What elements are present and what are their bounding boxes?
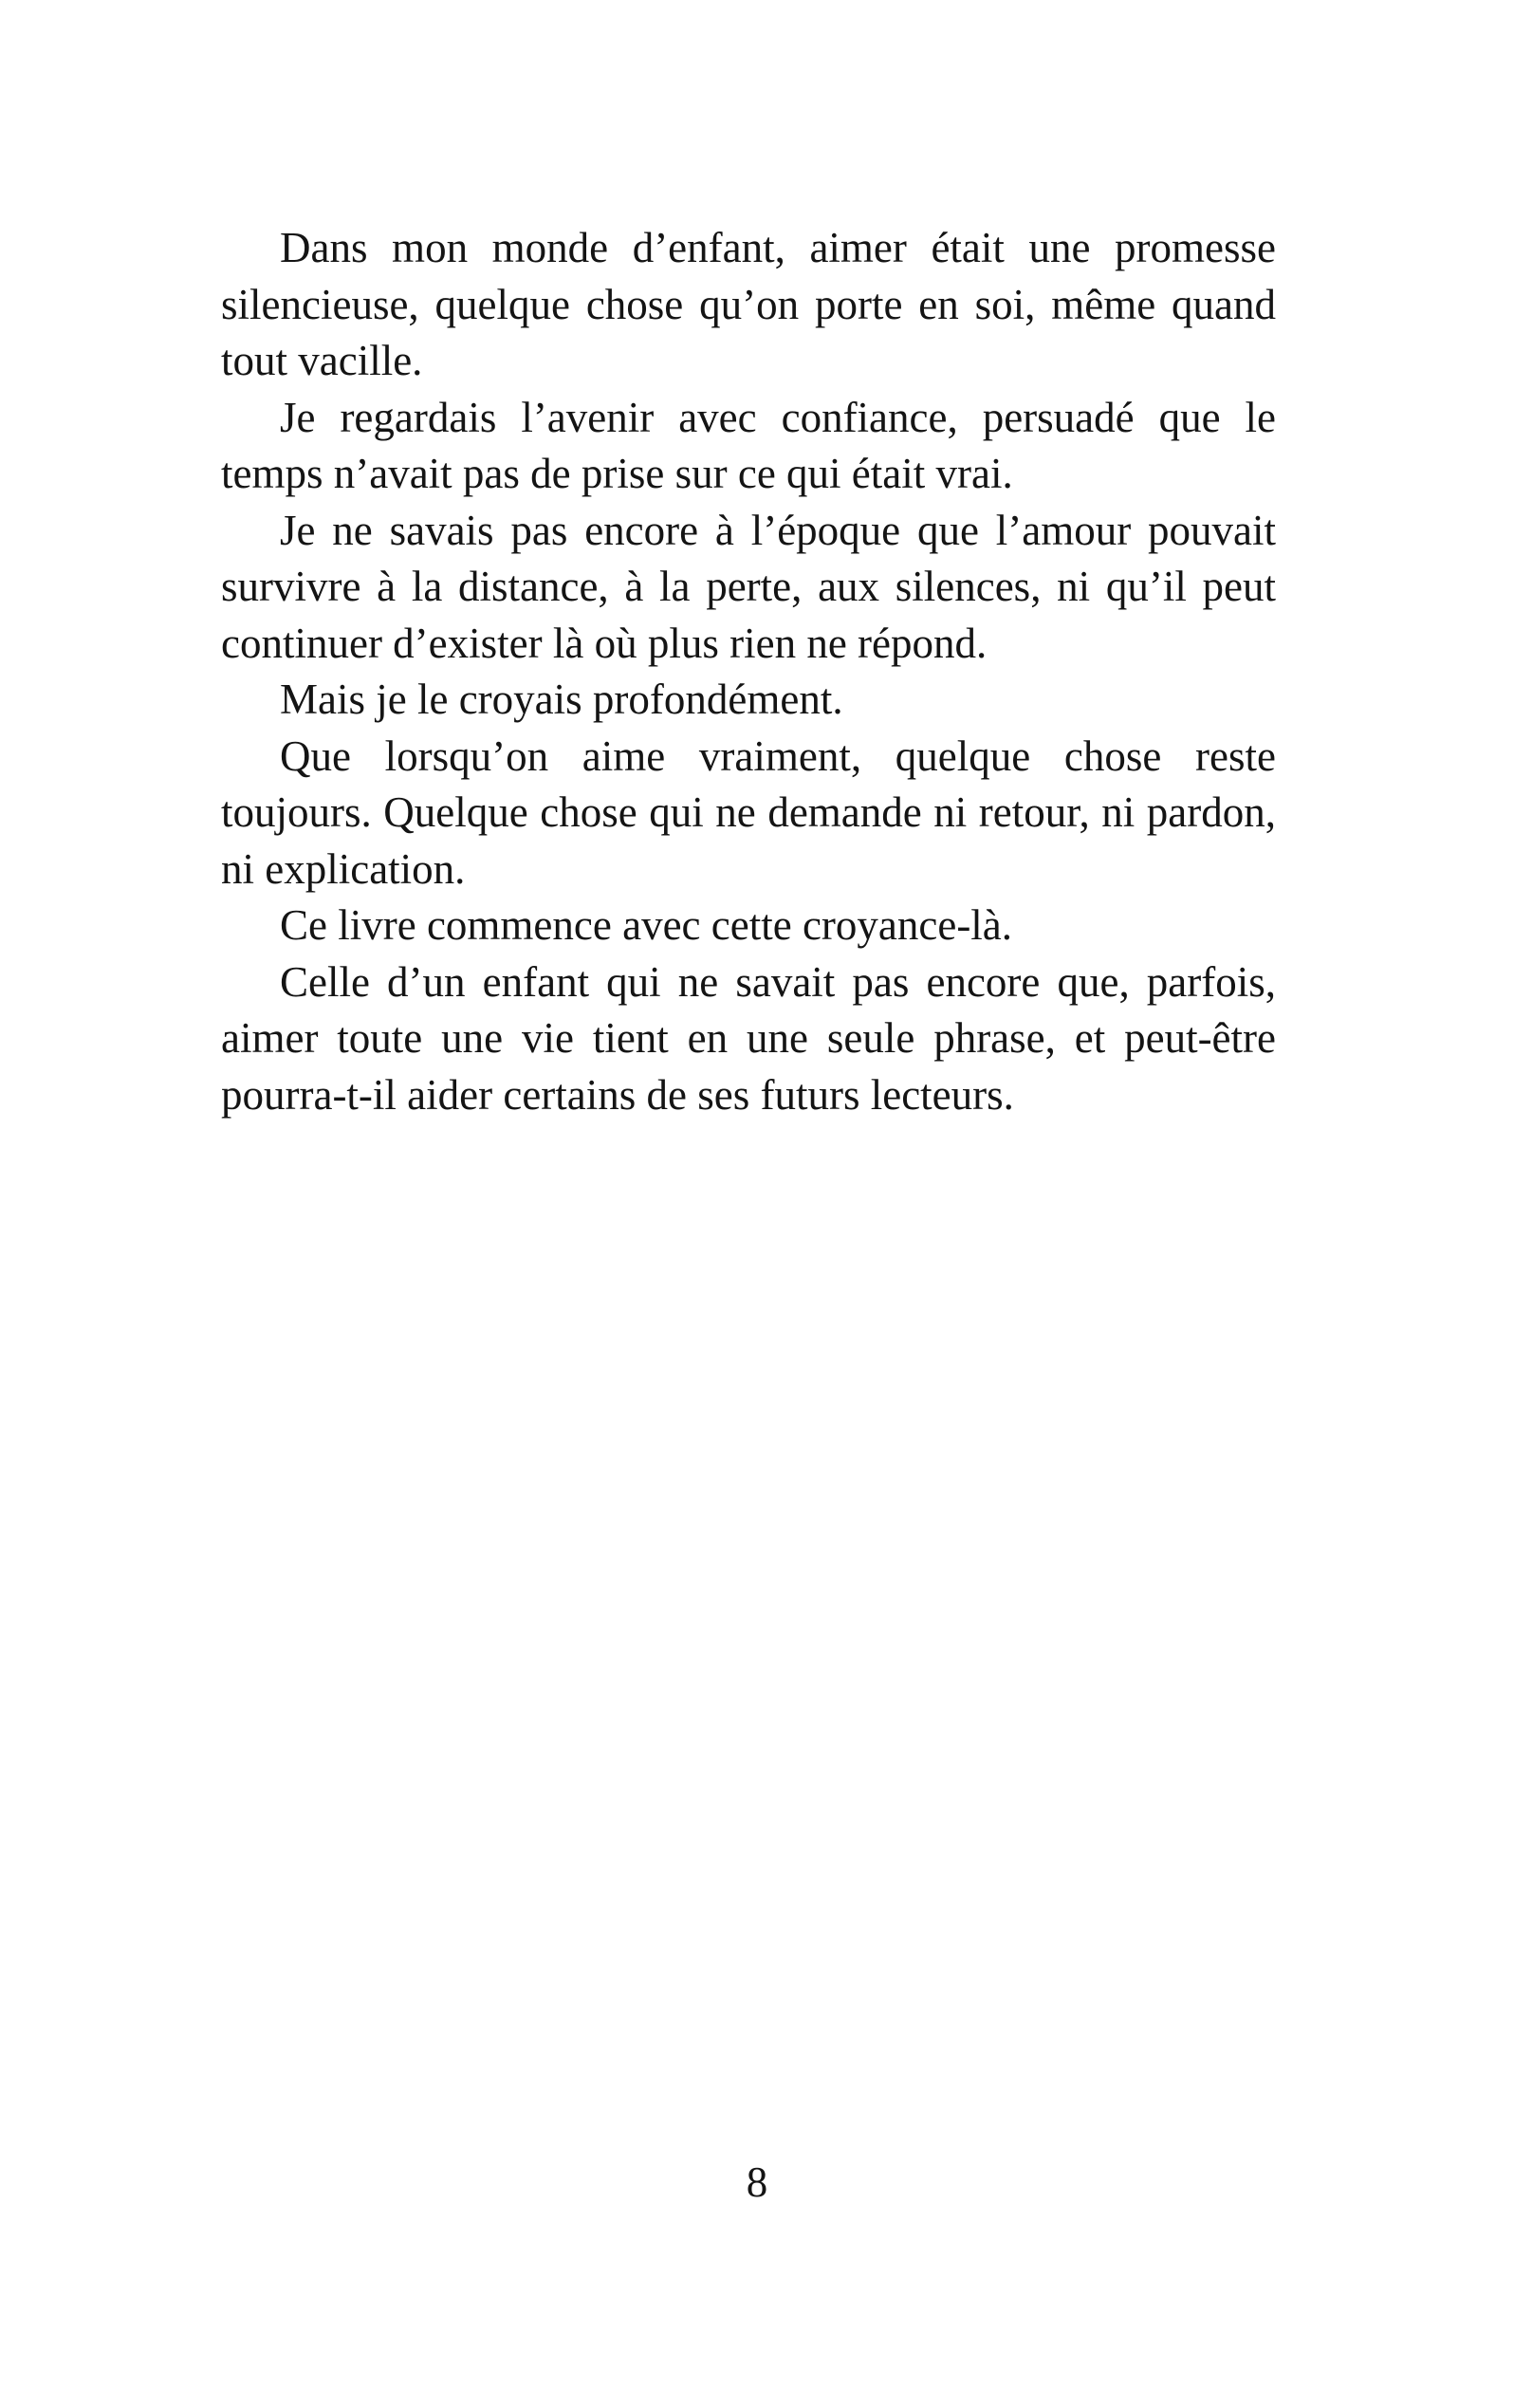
paragraph-4: Mais je le croyais profondément.	[280, 676, 843, 723]
paragraph-1: Dans mon monde d’enfant, aimer était une promesse silencieuse, quelque chose qu’on porte en soi, même quand tout vacille.	[221, 224, 1276, 384]
page-number: 8	[746, 2158, 768, 2206]
body-text	[221, 220, 1276, 1123]
paragraph-3: Je ne savais pas encore à l’époque que l’amour pouvait survivre à la distance, à la perte, aux silences, ni qu’il peut continuer d’exister là où plus rien ne répond.	[221, 506, 1276, 667]
paragraph-6: Ce livre commence avec cette croyance-là.	[280, 901, 1013, 949]
paragraph-7: Celle d’un enfant qui ne savait pas encore que, parfois, aimer toute une vie tient en une seule phrase, et peut-être pourra-t-il aider certains de ses futurs lecteurs.	[221, 957, 1276, 1119]
paragraph-2: Je regardais l’avenir avec confiance, persuadé que le temps n’avait pas de prise sur ce qui était vrai.	[221, 393, 1276, 497]
paragraph-5: Que lorsqu’on aime vraiment, quelque chose reste toujours. Quelque chose qui ne demande ni retour, ni pardon, ni explication.	[221, 732, 1276, 893]
